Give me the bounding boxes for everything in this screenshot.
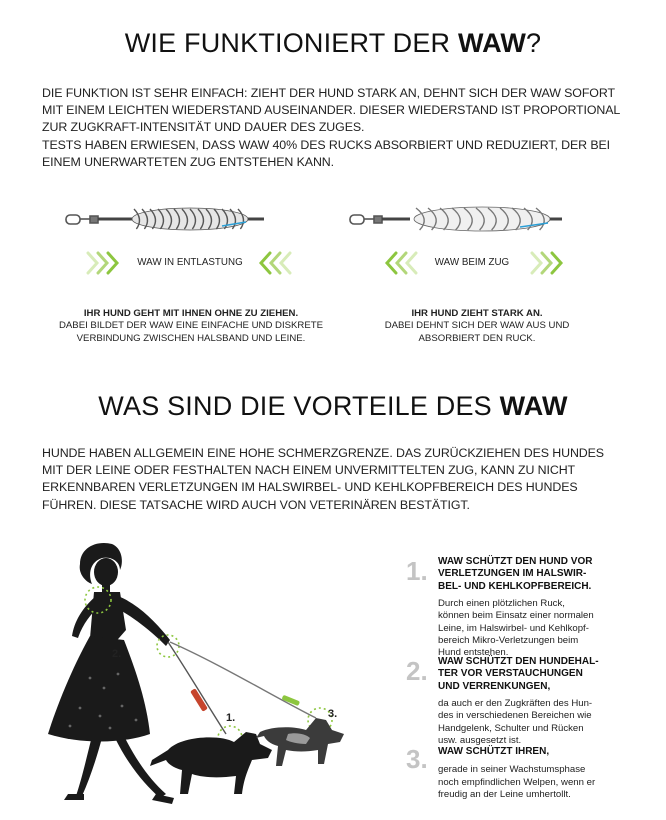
caption-line: DABEI DEHNT SICH DER WAW AUS UND: [384, 320, 570, 332]
state-caption-relaxed: [48, 308, 334, 345]
title-brand: WAW: [499, 391, 568, 421]
para-line: EINEM UNERWARTETEN ZUG ENTSTEHEN KANN.: [42, 154, 334, 169]
benefit-heading: [438, 656, 648, 693]
caption-title: IHR HUND GEHT MIT IHNEN OHNE ZU ZIEHEN.: [83, 308, 299, 319]
woman-walking-dogs-illustration: [20, 538, 400, 818]
state-caption-pulling: [352, 308, 602, 345]
benefit-heading: [438, 556, 648, 593]
chevron-right-icon: [84, 250, 124, 276]
benefit-number-2: 2.: [406, 656, 428, 686]
section-title-benefits: [0, 391, 666, 422]
para-line: TESTS HABEN ERWIESEN, DASS WAW 40% DES RUCKS ABSORBIERT UND REDUZIERT, DER BEI: [42, 137, 611, 152]
caption-line: VERBINDUNG ZWISCHEN HALSBAND UND LEINE.: [76, 332, 306, 344]
text-line: bereich Mikro-Verletzungen beim: [438, 634, 579, 646]
chevron-right-icon: [528, 250, 568, 276]
benefit-2: [438, 656, 648, 747]
benefit-text: [438, 698, 648, 747]
text-line: Leine, im Halswirbel- und Kehlkopf-: [438, 622, 589, 634]
text-line: können beim Einsatz einer normalen: [438, 610, 594, 622]
text-line: freudig an der Leine umhertollt.: [438, 788, 571, 800]
para-line: DIE FUNKTION IST SEHR EINFACH: ZIEHT DER HUND STARK AN, DEHNT SICH DER WAW SOFORT: [42, 86, 615, 100]
heading-line: UND VERRENKUNGEN,: [438, 680, 551, 692]
caption-title: IHR HUND ZIEHT STARK AN.: [411, 308, 543, 319]
caption-line: DABEI BILDET DER WAW EINE EINFACHE UND DISKRETE: [58, 320, 324, 332]
heading-line: WAW SCHÜTZT IHREN,: [438, 746, 550, 757]
para-line: HUNDE HABEN ALLGEMEIN EINE HOHE SCHMERZGRENZE. DAS ZURÜCKZIEHEN DES HUNDES: [42, 446, 604, 460]
benefit-text: [438, 764, 648, 801]
illustration-marker-2: 2.: [112, 648, 122, 660]
benefit-number-3: 3.: [406, 744, 428, 774]
title-brand: WAW: [457, 28, 527, 58]
heading-line: TER VOR VERSTAUCHUNGEN: [438, 668, 583, 680]
title-text: WIE FUNKTIONIERT DER: [124, 28, 458, 58]
heading-line: WAW SCHÜTZT DEN HUND VOR: [438, 556, 593, 567]
section-title-how-it-works: [0, 28, 666, 59]
waw-relaxed-illustration: [60, 196, 270, 246]
text-line: noch empfindlichen Welpen, wenn er: [438, 776, 596, 788]
heading-line: VERLETZUNGEN IM HALSWIR-: [438, 568, 587, 580]
text-line: usw. ausgesetzt ist.: [438, 734, 522, 746]
para-line: ZUR ZUGKRAFT-INTENSITÄT UND DAUER DES ZUGES.: [42, 120, 365, 135]
benefit-1: [438, 556, 648, 659]
text-line: Handgelenk, Schulter und Rücken: [438, 722, 584, 734]
title-text: WAS SIND DIE VORTEILE DES: [98, 391, 500, 421]
benefit-heading: [438, 746, 648, 758]
how-it-works-paragraph: [42, 85, 628, 171]
benefit-text: [438, 598, 648, 659]
state-label-pulling: WAW BEIM ZUG: [434, 257, 510, 268]
illustration-marker-3: 3.: [328, 708, 338, 720]
text-line: des in verschiedenen Bereichen wie: [438, 710, 592, 722]
para-line: MIT DER LEINE ODER FESTHALTEN NACH EINEM UNVERMITTELTEN ZUG, KANN ZU NICHT: [42, 463, 576, 478]
illustration-marker-1: 1.: [226, 712, 236, 724]
heading-line: WAW SCHÜTZT DEN HUNDEHAL-: [438, 656, 599, 667]
text-line: da auch er den Zugkräften des Hun-: [438, 698, 593, 710]
text-line: gerade in seiner Wachstumsphase: [438, 764, 586, 776]
chevron-left-icon: [254, 250, 294, 276]
title-suffix: ?: [526, 28, 542, 58]
heading-line: BEL- UND KEHLKOPFBEREICH.: [438, 580, 592, 592]
text-line: Durch einen plötzlichen Ruck,: [438, 598, 565, 610]
text-line: Hund entstehen.: [438, 647, 509, 659]
caption-line: ABSORBIERT DEN RUCK.: [418, 332, 536, 344]
para-line: FÜHREN. DIESE TATSACHE WIRD AUCH VON VETERINÄREN BESTÄTIGT.: [42, 497, 470, 512]
state-label-relaxed: WAW IN ENTLASTUNG: [137, 257, 243, 268]
benefit-3: [438, 746, 648, 801]
para-line: MIT EINEM LEICHTEN WIEDERSTAND AUSEINANDER. DIESER WIEDERSTAND IST PROPORTIONAL: [42, 103, 621, 118]
waw-stretched-illustration: [344, 196, 564, 246]
benefits-paragraph: [42, 445, 628, 514]
benefit-number-1: 1.: [406, 556, 428, 586]
para-line: ERKENNBAREN VERLETZUNGEN IM HALSWIRBEL- UND KEHLKOPFBEREICH DES HUNDES: [42, 480, 578, 495]
